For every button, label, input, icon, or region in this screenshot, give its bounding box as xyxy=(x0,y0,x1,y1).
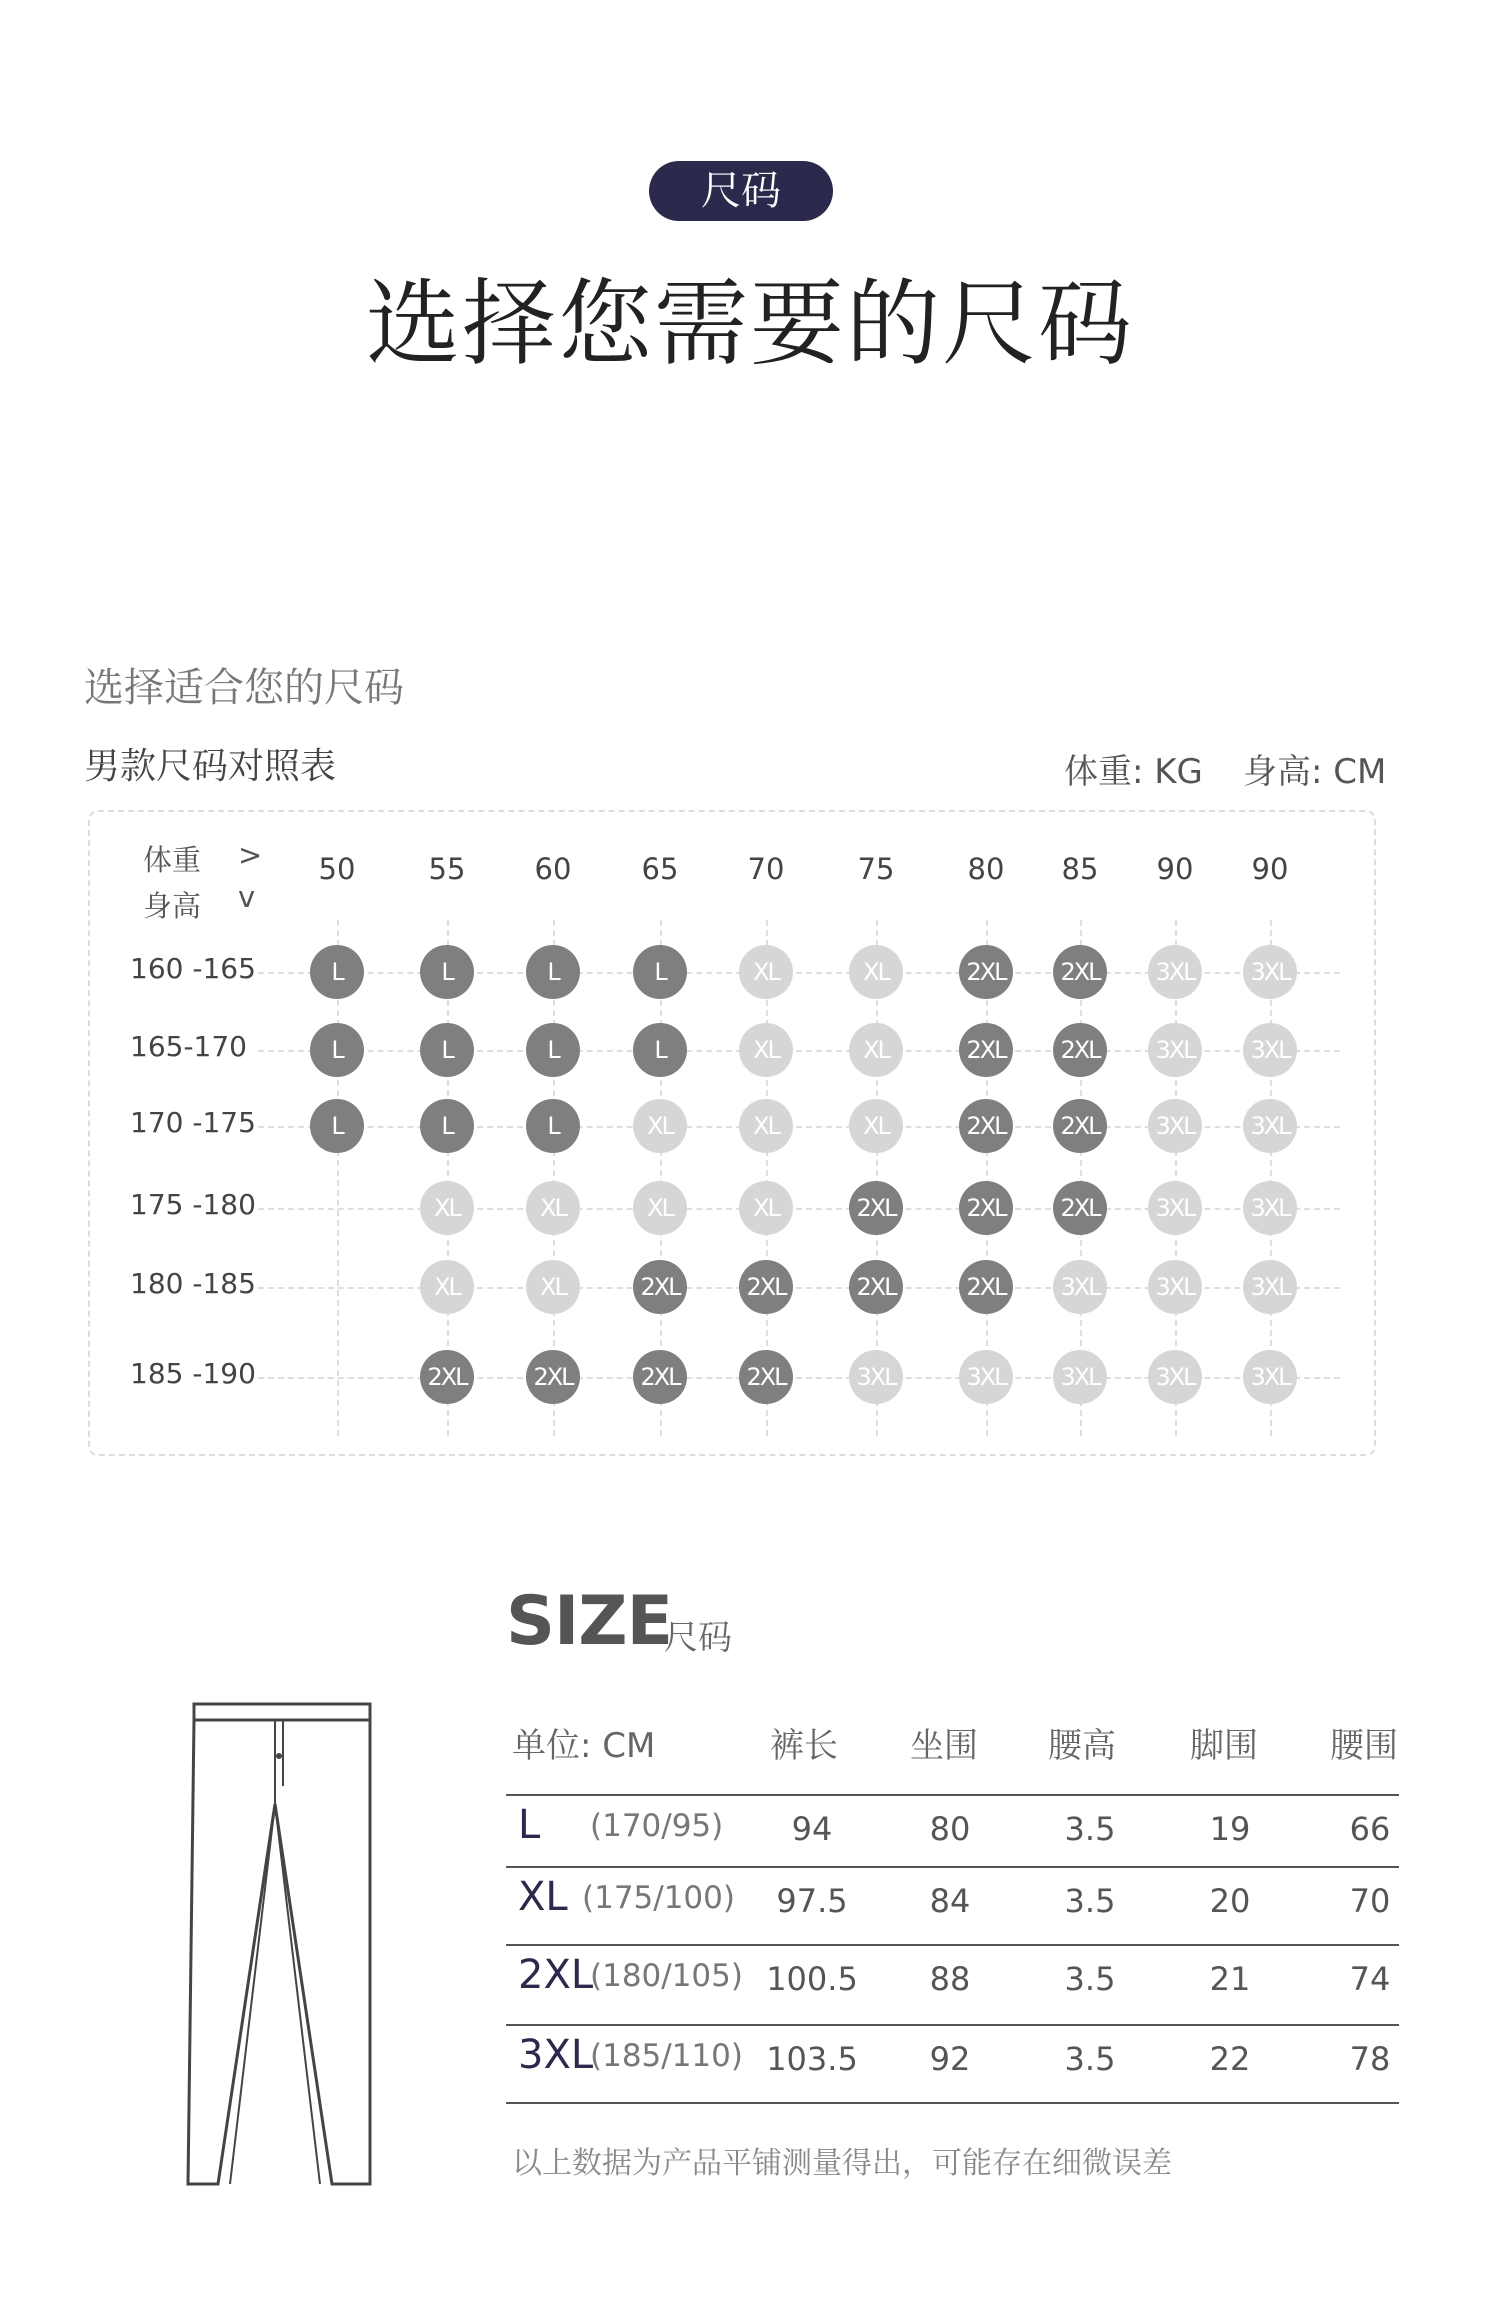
weight-column-label: 50 xyxy=(318,852,356,886)
table-cell: 74 xyxy=(1349,1960,1391,1998)
size-dot: 2XL xyxy=(849,1181,903,1235)
unit-height: 身高: CM xyxy=(1243,752,1387,792)
size-dot: 3XL xyxy=(1243,1181,1297,1235)
size-dot: XL xyxy=(739,1023,793,1077)
size-dot: L xyxy=(420,945,474,999)
height-row-label: 180 -185 xyxy=(130,1267,256,1300)
size-dot: L xyxy=(420,1099,474,1153)
size-dot: L xyxy=(526,945,580,999)
weight-column-label: 60 xyxy=(534,852,572,886)
table-cell: 97.5 xyxy=(776,1882,848,1920)
size-dot: 2XL xyxy=(1053,1099,1107,1153)
size-name: L xyxy=(518,1802,541,1848)
table-rule xyxy=(506,2102,1399,2104)
table-cell: 3.5 xyxy=(1064,1882,1116,1920)
table-cell: 66 xyxy=(1349,1810,1391,1848)
size-dot: 3XL xyxy=(1148,1099,1202,1153)
table-header-cell: 脚围 xyxy=(1190,1726,1258,1766)
weight-column-label: 85 xyxy=(1061,852,1099,886)
table-rule xyxy=(506,1794,1399,1796)
table-cell: 3.5 xyxy=(1064,1960,1116,1998)
size-dot: 2XL xyxy=(959,1099,1013,1153)
axis-weight-arrow: > xyxy=(238,838,263,872)
size-dot: 3XL xyxy=(1243,945,1297,999)
weight-column-label: 75 xyxy=(857,852,895,886)
size-name: 2XL xyxy=(518,1952,594,1998)
size-dot: XL xyxy=(633,1099,687,1153)
size-dot: XL xyxy=(739,1099,793,1153)
size-dot: XL xyxy=(849,1099,903,1153)
size-dot: 3XL xyxy=(1243,1260,1297,1314)
axis-height-arrow: v xyxy=(238,880,256,914)
size-dot: 3XL xyxy=(959,1350,1013,1404)
table-cell: 94 xyxy=(791,1810,833,1848)
table-header-cell: 单位: CM xyxy=(512,1726,656,1766)
size-dot: L xyxy=(310,1099,364,1153)
table-cell: 19 xyxy=(1209,1810,1251,1848)
table-cell: 78 xyxy=(1349,2040,1391,2078)
table-cell: 88 xyxy=(929,1960,971,1998)
size-heading-sub: 尺码 xyxy=(664,1618,732,1658)
size-dot: 2XL xyxy=(420,1350,474,1404)
axis-height-label: 身高 xyxy=(143,889,202,923)
table-cell: 3.5 xyxy=(1064,2040,1116,2078)
table-header-cell: 腰围 xyxy=(1330,1726,1398,1766)
table-rule xyxy=(506,1866,1399,1868)
table-cell: 22 xyxy=(1209,2040,1251,2078)
height-row-label: 185 -190 xyxy=(130,1357,256,1390)
measurement-footnote: 以上数据为产品平铺测量得出，可能存在细微误差 xyxy=(512,2146,1172,2181)
table-cell: 103.5 xyxy=(766,2040,858,2078)
size-dot: L xyxy=(310,945,364,999)
height-row-label: 175 -180 xyxy=(130,1188,256,1221)
size-dot: 2XL xyxy=(849,1260,903,1314)
size-dot: 2XL xyxy=(739,1260,793,1314)
size-dot: 3XL xyxy=(1053,1260,1107,1314)
table-cell: 92 xyxy=(929,2040,971,2078)
size-dot: 3XL xyxy=(1148,1350,1202,1404)
size-dot: 3XL xyxy=(1243,1099,1297,1153)
size-note: (185/110) xyxy=(590,2038,743,2074)
size-name: 3XL xyxy=(518,2032,594,2078)
size-heading: SIZE xyxy=(506,1582,673,1661)
table-rule xyxy=(506,2024,1399,2026)
size-dot: L xyxy=(310,1023,364,1077)
size-dot: L xyxy=(526,1023,580,1077)
size-dot: L xyxy=(526,1099,580,1153)
size-dot: 2XL xyxy=(1053,1181,1107,1235)
size-note: (175/100) xyxy=(582,1880,735,1916)
size-dot: XL xyxy=(526,1181,580,1235)
size-dot: 2XL xyxy=(739,1350,793,1404)
table-cell: 20 xyxy=(1209,1882,1251,1920)
table-cell: 100.5 xyxy=(766,1960,858,1998)
height-row-label: 170 -175 xyxy=(130,1106,256,1139)
size-dot: 2XL xyxy=(959,1023,1013,1077)
size-dot: 3XL xyxy=(1148,1181,1202,1235)
weight-column-label: 90 xyxy=(1251,852,1289,886)
size-dot: XL xyxy=(739,1181,793,1235)
height-row-label: 160 -165 xyxy=(130,952,256,985)
size-dot: XL xyxy=(420,1181,474,1235)
size-dot: 2XL xyxy=(1053,1023,1107,1077)
height-row-label: 165-170 xyxy=(130,1030,247,1063)
size-dot: XL xyxy=(420,1260,474,1314)
size-note: (170/95) xyxy=(590,1808,724,1844)
size-dot: 2XL xyxy=(526,1350,580,1404)
pants-illustration xyxy=(180,1700,380,2200)
size-dot: L xyxy=(420,1023,474,1077)
size-dot: L xyxy=(633,1023,687,1077)
size-dot: 3XL xyxy=(1243,1023,1297,1077)
table-title: 男款尺码对照表 xyxy=(84,746,337,787)
size-dot: 3XL xyxy=(1148,1260,1202,1314)
unit-weight: 体重: KG xyxy=(1064,752,1203,792)
table-cell: 3.5 xyxy=(1064,1810,1116,1848)
size-dot: XL xyxy=(633,1181,687,1235)
size-dot: 3XL xyxy=(1148,1023,1202,1077)
size-dot: 3XL xyxy=(1053,1350,1107,1404)
size-dot: 3XL xyxy=(849,1350,903,1404)
size-dot: 2XL xyxy=(959,1260,1013,1314)
table-cell: 70 xyxy=(1349,1882,1391,1920)
section-subtitle: 选择适合您的尺码 xyxy=(84,665,404,711)
weight-column-label: 80 xyxy=(967,852,1005,886)
table-header-cell: 腰高 xyxy=(1048,1726,1116,1766)
weight-column-label: 65 xyxy=(641,852,679,886)
size-dot: 2XL xyxy=(1053,945,1107,999)
axis-weight-label: 体重 xyxy=(143,843,202,877)
size-dot: XL xyxy=(849,1023,903,1077)
size-dot: XL xyxy=(849,945,903,999)
table-header-cell: 坐围 xyxy=(910,1726,978,1766)
weight-column-label: 90 xyxy=(1156,852,1194,886)
size-dot: L xyxy=(633,945,687,999)
table-rule xyxy=(506,1944,1399,1946)
size-dot: XL xyxy=(526,1260,580,1314)
table-cell: 21 xyxy=(1209,1960,1251,1998)
table-header-cell: 裤长 xyxy=(770,1726,838,1766)
size-dot: 2XL xyxy=(959,1181,1013,1235)
table-cell: 80 xyxy=(929,1810,971,1848)
size-dot: 2XL xyxy=(633,1350,687,1404)
size-note: (180/105) xyxy=(590,1958,743,1994)
weight-column-label: 55 xyxy=(428,852,466,886)
weight-column-label: 70 xyxy=(747,852,785,886)
page-title: 选择您需要的尺码 xyxy=(365,270,1134,379)
table-cell: 84 xyxy=(929,1882,971,1920)
size-dot: XL xyxy=(739,945,793,999)
size-dot: 2XL xyxy=(959,945,1013,999)
size-dot: 3XL xyxy=(1243,1350,1297,1404)
size-pill: 尺码 xyxy=(649,161,833,221)
size-name: XL xyxy=(518,1874,568,1920)
size-dot: 2XL xyxy=(633,1260,687,1314)
size-dot: 3XL xyxy=(1148,945,1202,999)
